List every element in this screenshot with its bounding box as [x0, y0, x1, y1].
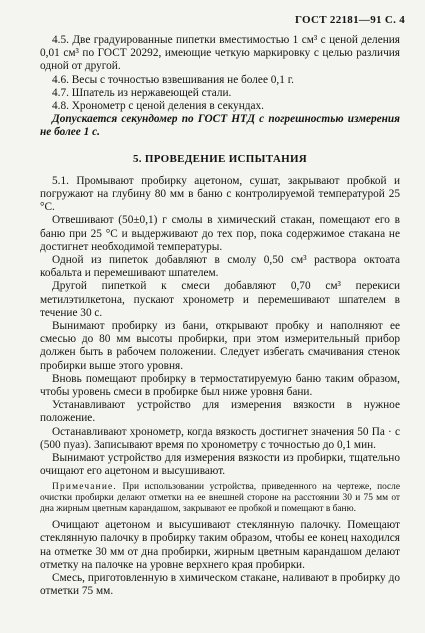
- paragraph: Останавливают хронометр, когда вязкость достигнет значения 50 Па · с (500 пуаз). Записывают время по хронометру с точностью до 0,1 мин.: [40, 425, 400, 451]
- item-4-8-note: Допускается секундомер по ГОСТ НТД с погрешностью измерения не более 1 с.: [40, 113, 400, 139]
- item-4-8: 4.8. Хронометр с ценой деления в секундах.: [52, 100, 264, 113]
- section-title: 5. ПРОВЕДЕНИЕ ИСПЫТАНИЯ: [132, 152, 308, 165]
- paragraph: 5.1. Промывают пробирку ацетоном, сушат, закрывают пробкой и погружают на глубину 80 мм в баню с контролируемой температурой 25 °С.: [40, 174, 400, 214]
- paragraph: Очищают ацетоном и высушивают стеклянную палочку. Помещают стеклянную палочку в пробирку таким образом, чтобы ее конец находился на отметке 30 мм от дна пробирки, жирным цветным карандашом делают отметку на палочке на уровне верхнего края пробирки.: [40, 519, 400, 571]
- item-4-7: 4.7. Шпатель из нержавеющей стали.: [52, 86, 232, 99]
- paragraph: Одной из пипеток добавляют в смолу 0,50 см³ раствора октоата кобальта и перемешивают шпателем.: [40, 254, 400, 280]
- paragraph: Вынимают пробирку из бани, открывают пробку и наполняют ее смесью до 80 мм высоты пробирки, при этом измерительный прибор должен быть в рабочем положении. Следует избегать смачивания стенок пробирки выше этого уровня.: [40, 320, 400, 372]
- paragraph: Другой пипеткой к смеси добавляют 0,70 см³ перекиси метилэтилкетона, пускают хронометр и перемешивают шпателем в течение 30 с.: [40, 280, 400, 319]
- note-label: Примечание.: [52, 481, 117, 492]
- paragraph: Вновь помещают пробирку в термостатируемую баню таким образом, чтобы уровень смеси в пробирке был ниже уровня бани.: [40, 372, 400, 399]
- note: [40, 482, 400, 516]
- paragraph: Отвешивают (50±0,1) г смолы в химический стакан, помещают его в баню при 25 °С и выдерживают до тех пор, пока содержимое стакана не достигнет необходимой температуры.: [40, 214, 400, 253]
- page-content: [40, 34, 400, 598]
- paragraph: Вынимают устройство для измерения вязкости из пробирки, тщательно очищают его ацетоном и высушивают.: [40, 452, 400, 478]
- paragraph: Смесь, приготовленную в химическом стакане, наливают в пробирку до отметки 75 мм.: [40, 571, 400, 598]
- item-4-6: 4.6. Весы с точностью взвешивания не более 0,1 г.: [52, 73, 294, 86]
- note-text: При использовании устройства, приведенного на чертеже, после очистки пробирки делают отметки на ее внешней стороне на расстоянии 30 и 75 мм от дна жирным цветным карандашом, закрывают ее пробкой и помещают в баню.: [40, 481, 401, 514]
- page-header: ГОСТ 22181—91 С. 4: [294, 14, 405, 26]
- item-4-5: 4.5. Две градуированные пипетки вместимостью 1 см³ с ценой деления 0,01 см³ по ГОСТ 20292, имеющие четкую маркировку с целью различия одной от другой.: [40, 34, 400, 73]
- paragraph: Устанавливают устройство для измерения вязкости в нужное положение.: [40, 399, 400, 425]
